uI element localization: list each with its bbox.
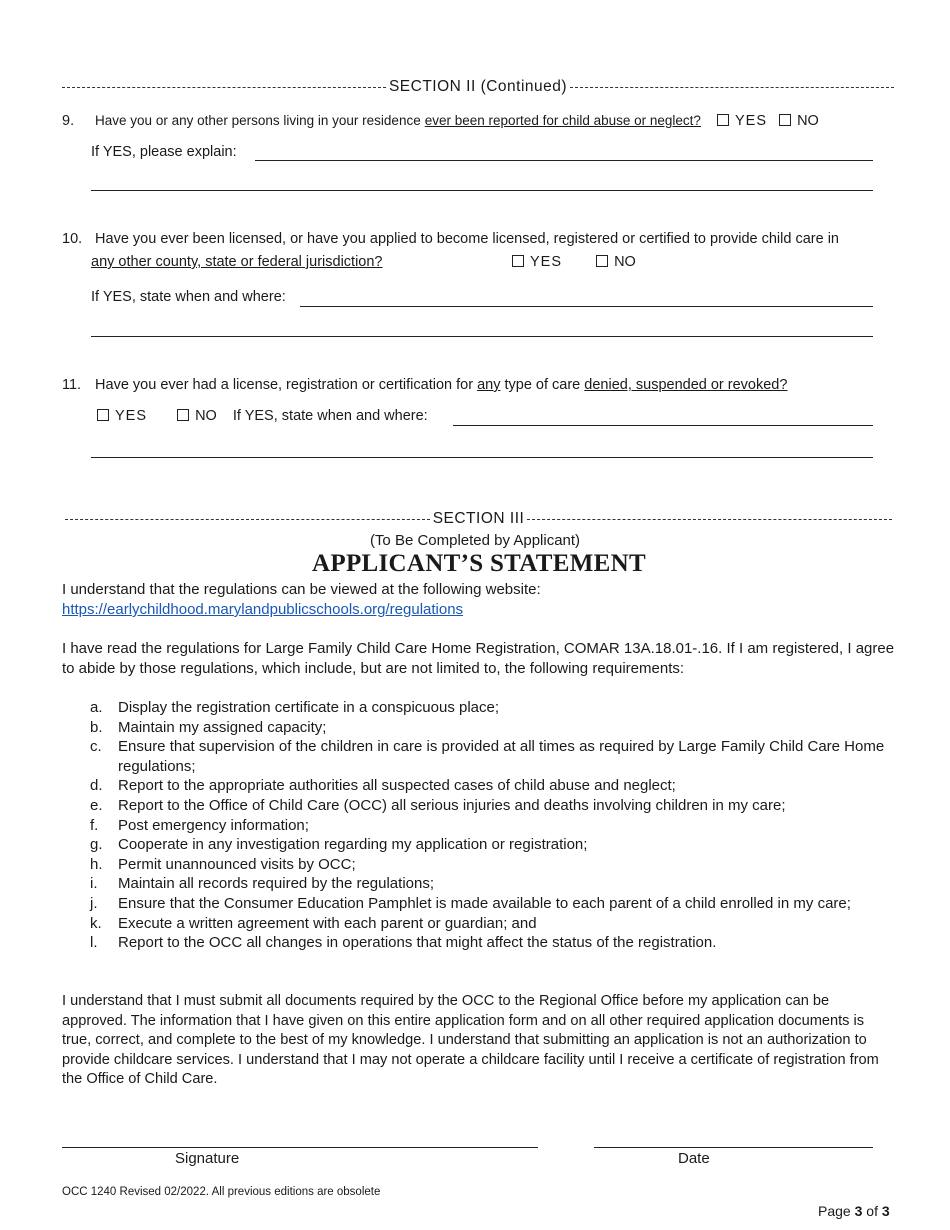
- question-text: Have you ever had a license, registration or certification for: [95, 377, 474, 393]
- when-where-input-line[interactable]: [453, 425, 873, 426]
- date-line[interactable]: [594, 1147, 873, 1148]
- no-label: NO: [195, 408, 217, 424]
- closing-statement: I understand that I must submit all documents required by the OCC to the Regional Office before my application can be approved. The information that I have given on this entire application form and on all other required application documents is true, correct, and complete to the best of my knowledge. I understand that submitting an application is not an authorization to provide childcare services. I understand that I may not operate a childcare facility until I receive a certificate of registration from the Office of Child Care.: [62, 993, 879, 1088]
- list-item: f. Post emergency information;: [90, 816, 309, 834]
- question-text: Have you or any other persons living in your residence: [95, 113, 421, 128]
- yes-checkbox[interactable]: [717, 114, 729, 126]
- question-text-any: any: [477, 377, 501, 393]
- question-number: 10.: [62, 231, 83, 247]
- list-item: d. Report to the appropriate authorities all suspected cases of child abuse and neglect;: [90, 777, 676, 795]
- question-text-underlined: denied, suspended or revoked?: [584, 377, 788, 393]
- section-3-header: [65, 509, 892, 529]
- explain-input-line-2[interactable]: [91, 190, 873, 191]
- divider: [570, 87, 894, 88]
- question-text-mid: type of care: [504, 377, 581, 393]
- list-item: i. Maintain all records required by the regulations;: [90, 875, 435, 893]
- question-10-options: [512, 254, 636, 270]
- section-3-title: SECTION III: [432, 510, 525, 527]
- when-where-input-line-2[interactable]: [91, 457, 873, 458]
- question-11: [62, 377, 787, 393]
- divider: [527, 519, 892, 520]
- statement-title: APPLICANT’S STATEMENT: [312, 550, 646, 577]
- yes-label: YES: [530, 254, 563, 270]
- website-intro: I understand that the regulations can be viewed at the following website:: [62, 581, 541, 598]
- question-number: 9.: [62, 113, 75, 129]
- yes-checkbox[interactable]: [512, 255, 524, 267]
- no-checkbox[interactable]: [779, 114, 791, 126]
- question-11-options: [97, 408, 428, 424]
- question-text-underlined: any other county, state or federal jurisdiction?: [91, 254, 383, 270]
- explain-input-line[interactable]: [255, 160, 873, 161]
- question-text: Have you ever been licensed, or have you applied to become licensed, registered or certified to provide child care in: [95, 231, 839, 247]
- when-where-label: If YES, state when and where:: [232, 408, 428, 424]
- form-id: OCC 1240 Revised 02/2022. All previous editions are obsolete: [62, 1186, 381, 1198]
- page-number: Page 3 of 3: [818, 1203, 890, 1219]
- when-where-label: If YES, state when and where:: [91, 289, 286, 305]
- no-label: NO: [614, 254, 636, 270]
- requirements-list: [62, 698, 890, 953]
- list-item: g. Cooperate in any investigation regarding my application or registration;: [90, 836, 588, 854]
- list-item: k. Execute a written agreement with each parent or guardian; and: [90, 914, 537, 932]
- list-item: c. Ensure that supervision of the children in care is provided at all times as required by Large Family Child Care Home regulations;: [90, 738, 885, 775]
- section-3-subheader: (To Be Completed by Applicant): [369, 532, 581, 549]
- question-text-underlined: ever been reported for child abuse or neglect?: [424, 113, 701, 128]
- no-label: NO: [797, 113, 819, 129]
- regulations-intro: I have read the regulations for Large Family Child Care Home Registration, COMAR 13A.18.01-.16. If I am registered, I agree to abide by those regulations, which include, but are not limited to, the following requirements:: [62, 640, 895, 677]
- question-10: [62, 231, 839, 247]
- regulations-link[interactable]: https://earlychildhood.marylandpublicschools.org/regulations: [62, 601, 464, 618]
- list-item: j. Ensure that the Consumer Education Pamphlet is made available to each parent of a child enrolled in my care;: [90, 894, 851, 912]
- signature-label: Signature: [175, 1150, 240, 1167]
- yes-label: YES: [115, 408, 148, 424]
- no-checkbox[interactable]: [177, 409, 189, 421]
- list-item: h. Permit unannounced visits by OCC;: [90, 855, 356, 873]
- when-where-input-line[interactable]: [300, 306, 873, 307]
- signature-line[interactable]: [62, 1147, 538, 1148]
- question-9: [62, 113, 819, 129]
- list-item: e. Report to the Office of Child Care (OCC) all serious injuries and deaths involving children in my care;: [90, 796, 786, 814]
- section-2-header: [62, 77, 894, 97]
- list-item: a. Display the registration certificate in a conspicuous place;: [90, 699, 500, 716]
- yes-label: YES: [735, 113, 768, 129]
- divider: [62, 87, 386, 88]
- question-10-line2: [91, 254, 383, 270]
- divider: [65, 519, 430, 520]
- question-number: 11.: [62, 377, 82, 393]
- list-item: l. Report to the OCC all changes in operations that might affect the status of the registration.: [90, 934, 717, 952]
- yes-checkbox[interactable]: [97, 409, 109, 421]
- date-label: Date: [678, 1150, 710, 1167]
- list-item: b. Maintain my assigned capacity;: [90, 718, 327, 736]
- no-checkbox[interactable]: [596, 255, 608, 267]
- explain-label: If YES, please explain:: [91, 144, 237, 160]
- when-where-input-line-2[interactable]: [91, 336, 873, 337]
- section-2-title: SECTION II (Continued): [388, 78, 568, 95]
